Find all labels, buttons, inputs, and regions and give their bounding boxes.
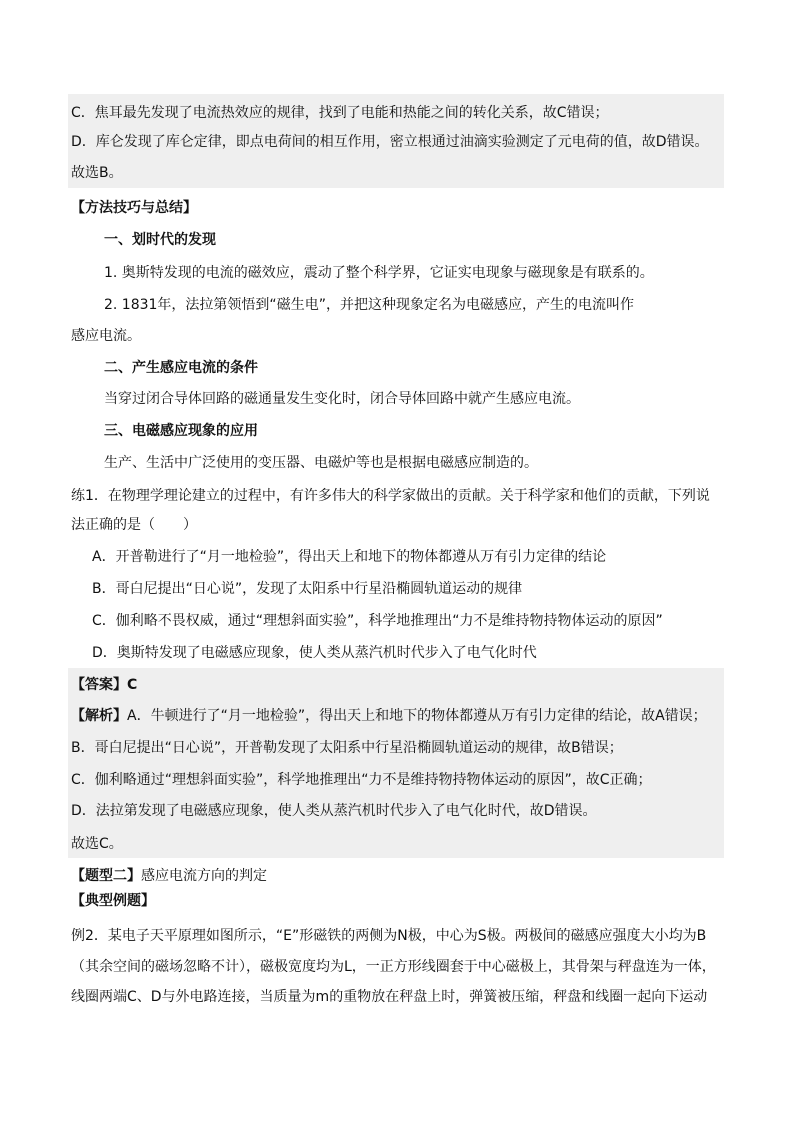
section1-para2-line1: 2. 1831年，法拉第领悟到“磁生电”，并把这种现象定名为电磁感应，产生的电流叫作 — [104, 297, 634, 313]
exercise1-option-d: D．奥斯特发现了电磁感应现象，使人类从蒸汽机时代步入了电气化时代 — [92, 645, 537, 661]
example2-line2: （其余空间的磁场忽略不计），磁极宽度均为L，一正方形线圈套于中心磁极上，其骨架与秤盘连为一体， — [71, 959, 716, 975]
answer1-conclusion: 故选C。 — [71, 836, 123, 852]
exercise1-option-b: B．哥白尼提出“日心说”，发现了太阳系中行星沿椭圆轨道运动的规律 — [92, 581, 523, 597]
block1-option-c: C．焦耳最先发现了电流热效应的规律，找到了电能和热能之间的转化关系，故C错误； — [71, 105, 609, 121]
answer1-analysis-c: C．伽利略通过“理想斜面实验”，科学地推理出“力不是维持物持物体运动的原因”，故C正确； — [71, 772, 652, 788]
exercise1-stem-line2: 法正确的是（ ） — [71, 517, 197, 533]
block1-option-d: D．库仑发现了库仑定律，即点电荷间的相互作用，密立根通过油滴实验测定了元电荷的值，故D错误。 — [71, 134, 709, 150]
answer-block-shade-bottom — [68, 668, 724, 858]
section1-title: 一、划时代的发现 — [104, 232, 216, 248]
analysis-label: 【解析】 — [71, 708, 127, 724]
section2-title: 二、产生感应电流的条件 — [104, 360, 258, 376]
method-heading: 【方法技巧与总结】 — [71, 200, 197, 216]
section3-para: 生产、生活中广泛使用的变压器、电磁炉等也是根据电磁感应制造的。 — [104, 455, 538, 471]
example-heading: 【典型例题】 — [71, 893, 155, 909]
type2-heading — [71, 866, 267, 886]
example2-line1: 例2．某电子天平原理如图所示，“E”形磁铁的两侧为N极，中心为S极。两极间的磁感应强度大小均为B — [71, 928, 707, 944]
analysis-option-a: A．牛顿进行了“月一地检验”，得出天上和地下的物体都遵从万有引力定律的结论，故A错误； — [127, 708, 707, 724]
exercise1-option-a: A．开普勒进行了“月一地检验”，得出天上和地下的物体都遵从万有引力定律的结论 — [92, 549, 607, 565]
answer1-answer: 【答案】C — [71, 677, 138, 693]
section2-para: 当穿过闭合导体回路的磁通量发生变化时，闭合导体回路中就产生感应电流。 — [104, 391, 580, 407]
section1-para2-line2: 感应电流。 — [71, 328, 141, 344]
block1-conclusion: 故选B。 — [71, 165, 123, 181]
exercise1-option-c: C．伽利略不畏权威，通过“理想斜面实验”，科学地推理出“力不是维持物持物体运动的原因” — [92, 613, 663, 629]
answer1-analysis-line1 — [71, 706, 707, 726]
answer1-analysis-d: D．法拉第发现了电磁感应现象，使人类从蒸汽机时代步入了电气化时代，故D错误。 — [71, 803, 597, 819]
type2-title: 感应电流方向的判定 — [141, 868, 267, 884]
example2-line3: 线圈两端C、D与外电路连接，当质量为m的重物放在秤盘上时，弹簧被压缩，秤盘和线圈一起向下运动 — [71, 989, 708, 1005]
section3-title: 三、电磁感应现象的应用 — [104, 423, 258, 439]
section1-para1: 1. 奥斯特发现的电流的磁效应，震动了整个科学界，它证实电现象与磁现象是有联系的。 — [104, 265, 654, 281]
exercise1-stem-line1: 练1．在物理学理论建立的过程中，有许多伟大的科学家做出的贡献。关于科学家和他们的贡献，下列说 — [71, 488, 710, 504]
answer1-analysis-b: B．哥白尼提出“日心说”，开普勒发现了太阳系中行星沿椭圆轨道运动的规律，故B错误； — [71, 740, 623, 756]
type2-label: 【题型二】 — [71, 868, 141, 884]
